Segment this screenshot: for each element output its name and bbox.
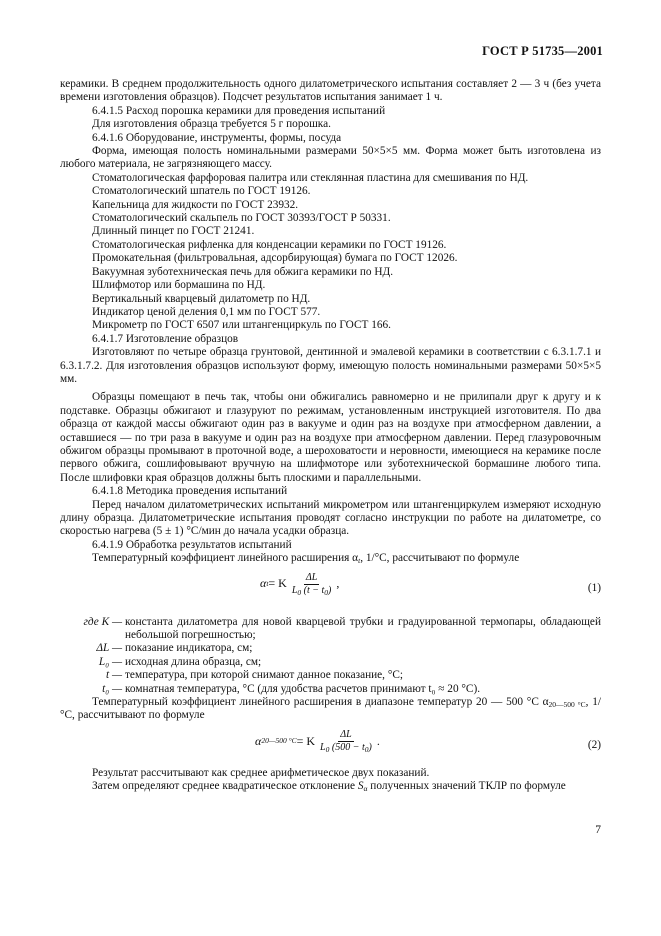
equipment-item: Стоматологический шпатель по ГОСТ 19126. — [92, 185, 311, 198]
text-run: Затем определяют среднее квадратическое отклонение — [92, 780, 358, 793]
formula-2-numerator: ΔL — [340, 728, 352, 740]
definition-item — [60, 669, 601, 682]
formula-1-eq: = K — [268, 576, 287, 591]
text-run: Температурный коэффициент линейного расширения в диапазоне температур 20 — 500 °C α — [92, 696, 549, 709]
page-number: 7 — [595, 824, 601, 836]
paragraph — [60, 780, 601, 793]
formula-1-expression: α t = K $\frac{\Delta L}{L_0 (t - t_0)}$ , — [260, 571, 340, 597]
definition-text: комнатная температура, °C (для удобства расчетов принимают t₀ ≈ 20 °C). — [125, 682, 481, 695]
formula-1-number: (1) — [587, 581, 601, 594]
paragraph — [60, 696, 601, 723]
text-run: полученных значений ТКЛР по формуле — [367, 780, 566, 793]
formula-2-denominator — [318, 742, 374, 754]
den-subscript: 0 — [364, 744, 369, 754]
definition-item — [60, 642, 601, 655]
definitions-list — [60, 616, 601, 696]
paragraph: Перед началом дилатометрических испытаний микрометром или штангенциркулем измеряют исходную длину образца. Дилатометрические испытания проводят согласно инструкции по работе на дилатометре, со скоростью нагрева (5 ± 1) °C/мин до начала усадки образца. — [60, 498, 601, 538]
subscript: α — [363, 784, 368, 794]
den-subscript: 0 — [297, 587, 302, 597]
definition-symbol: где K — — [83, 615, 122, 628]
text-run: , 1/°C, рассчитывают по формуле — [60, 696, 601, 722]
equipment-item: Микрометр по ГОСТ 6507 или штангенциркуль по ГОСТ 166. — [92, 319, 391, 332]
formula-2-number: (2) — [587, 738, 601, 751]
formula-1-tail: , — [336, 576, 340, 591]
den-subscript: 0 — [325, 744, 330, 754]
den-part: ) — [328, 584, 332, 596]
text-run: Температурный коэффициент линейного расширения α — [92, 552, 359, 565]
text-run: , 1/°C, рассчитывают по формуле — [360, 552, 520, 565]
equipment-item: Стоматологический скальпель по ГОСТ 30393/ГОСТ Р 50331. — [92, 212, 391, 225]
paragraph: Образцы помещают в печь так, чтобы они обжигались равномерно и не прилипали друг к другу и к подставке. Образцы обжигают и глазуруют по режимам, установленным инструкцией изготовителя. По два образца от каждой массы обжигают один раз в вакууме и один раз на воздухе при атмосферном давлении, а оставшиеся — по три раза в вакууме и один раз на воздухе при атмосферном давлении. Перед глазуровочным обжигом образцы промывают в проточной воде, а шероховатости и неровности, имеющиеся на керамике после первого обжига, сошлифовывают вручную на шлифмоторе или зуботехнической бормашине любого типа. После шлифовки края образцов должны быть плоскими и параллельными. — [60, 391, 601, 484]
den-subscript: 0 — [324, 587, 329, 597]
definition-symbol: t₀ — — [102, 682, 122, 695]
section-heading-6-4-1-9: 6.4.1.9 Обработка результатов испытаний — [92, 538, 292, 551]
formula-1 — [60, 566, 601, 614]
equipment-item: Вакуумная зуботехническая печь для обжига керамики по НД. — [92, 265, 394, 278]
document-id-header: ГОСТ Р 51735—2001 — [482, 44, 603, 58]
paragraph: керамики. В среднем продолжительность одного дилатометрического испытания составляет 2 — 3 ч (без учета времени изготовления образцов). Подсчет результатов испытания занимает 1 ч. — [60, 78, 601, 104]
section-heading-6-4-1-7: 6.4.1.7 Изготовление образцов — [92, 332, 239, 345]
formula-1-lhs: α — [260, 576, 267, 591]
equipment-item: Стоматологическая фарфоровая палитра или стеклянная пластина для смешивания по НД. — [92, 171, 529, 184]
equipment-item: Длинный пинцет по ГОСТ 21241. — [92, 225, 255, 238]
equipment-item: Индикатор ценой деления 0,1 мм по ГОСТ 577. — [92, 305, 321, 318]
formula-2 — [60, 723, 601, 767]
formula-2-expression: α 20—500 °C = K $\frac{\Delta L}{L_0 (500 - t_0)}$ . — [255, 728, 380, 754]
paragraph: Для изготовления образца требуется 5 г порошка. — [92, 118, 331, 131]
section-heading-6-4-1-5: 6.4.1.5 Расход порошка керамики для проведения испытаний — [92, 104, 386, 117]
definition-symbol: L₀ — — [98, 655, 122, 668]
section-heading-6-4-1-8: 6.4.1.8 Методика проведения испытаний — [92, 485, 288, 498]
definition-symbol: ΔL — — [96, 642, 122, 655]
definition-text: температура, при которой снимают данное показание, °C; — [125, 669, 404, 682]
subscript: t — [358, 556, 361, 566]
equipment-item: Стоматологическая рифленка для конденсации керамики по ГОСТ 19126. — [92, 238, 447, 251]
definition-item — [60, 616, 601, 643]
definition-text: исходная длина образца, см; — [125, 655, 262, 668]
paragraph — [60, 552, 601, 565]
formula-2-tail: . — [376, 733, 380, 748]
paragraph: Форма, имеющая полость номинальными размерами 50×5×5 мм. Форма может быть изготовлена из любого материала, не загрязняющего массу. — [60, 145, 601, 171]
symbol: S — [357, 780, 364, 793]
formula-2-fraction — [318, 729, 374, 754]
den-part: ) — [368, 741, 372, 753]
document-body — [60, 78, 601, 794]
definition-item — [60, 683, 601, 696]
definition-symbol: t — — [105, 669, 122, 682]
paragraph: Изготовляют по четыре образца грунтовой, дентинной и эмалевой керамики в соответствии с 6.3.1.7.1 и 6.3.1.7.2. Для изготовления образцов используют форму, имеющую полость номинальными размерами 50×5×5 мм. — [60, 346, 601, 385]
definition-text: константа дилатометра для новой кварцевой трубки и градуированной термопары, обладающей небольшой погрешностью; — [125, 615, 601, 642]
definition-text: показание индикатора, см; — [125, 642, 253, 655]
equipment-item: Вертикальный кварцевый дилатометр по НД. — [92, 292, 311, 305]
formula-1-denominator — [290, 585, 334, 597]
section-heading-6-4-1-6: 6.4.1.6 Оборудование, инструменты, формы, посуда — [92, 131, 342, 144]
equipment-item: Промокательная (фильтровальная, адсорбирующая) бумага по ГОСТ 12026. — [92, 252, 458, 265]
paragraph: Результат рассчитывают как среднее арифметическое двух показаний. — [92, 766, 430, 779]
formula-2-lhs: α — [255, 733, 262, 748]
den-part: (500 − t — [329, 741, 365, 753]
equipment-item: Шлифмотор или бормашина по НД. — [92, 279, 266, 292]
equipment-item: Капельница для жидкости по ГОСТ 23932. — [92, 198, 299, 211]
subscript: 20—500 °C — [548, 700, 586, 710]
den-part: L — [320, 741, 326, 753]
formula-1-numerator: ΔL — [305, 571, 318, 583]
definition-item — [60, 656, 601, 669]
den-part: (t − t — [301, 584, 325, 596]
den-part: L — [291, 584, 298, 596]
formula-1-fraction — [290, 572, 334, 597]
formula-2-eq: = K — [296, 733, 316, 748]
